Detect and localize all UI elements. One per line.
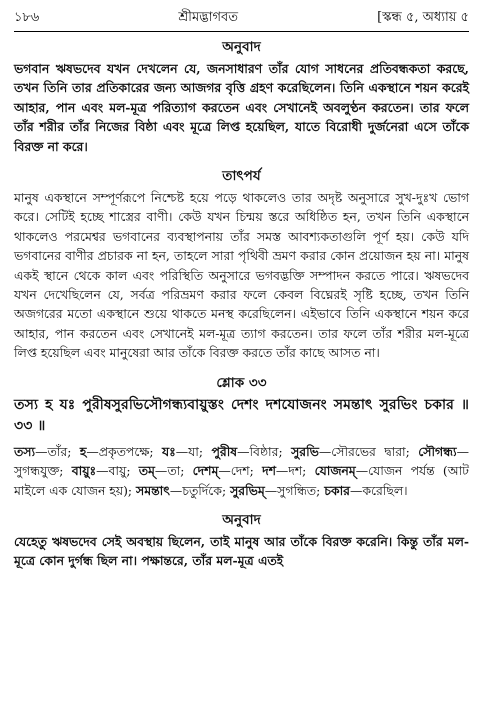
synonym-meaning: তা (167, 463, 181, 479)
purport-text: মানুষ একস্থানে সম্পূর্ণরূপে নিশ্চেষ্ট হয়ে পড়ে থাকলেও তার অদৃষ্ট অনুসারে সুখ-দুঃখ ভোগ করে। সেটিই হচ্ছে শাস্ত্রের বাণী। কেউ যখন চিন্ময় স্তরে অধিষ্ঠিত হন, তখন তিনি একস্থানে থাকলেও পরমেশ্বর ভগবানের ব্যবস্থাপনায় তাঁর সমস্ত আবশ্যকতাগুলি পূর্ণ হয়। কেউ যদি ভগবানের বাণীর প্রচারক না হন, তাহলে সারা পৃথিবী ভ্রমণ করার কোন প্রয়োজন হয় না। মানুষ একই স্থানে থেকে কাল এবং পরিস্থিতি অনুসারে ভগবদ্ভক্তি সম্পাদন করতে পারে। ঋষভদেব যখন দেখেছিলেন যে, সর্বত্র পরিভ্রমণ করার ফলে কেবল বিঘ্নেরই সৃষ্টি হচ্ছে, তখন তিনি অজগরের মতো একস্থানে শুয়ে থাকতে মনস্থ করেছিলেন। এইভাবে তিনি একস্থানে শয়ন করে আহার, পান করতেন এবং সেখানেই মল-মূত্র ত্যাগ করতেন। তার ফলে তাঁর শরীর মল-মূত্রে লিপ্ত হয়েছিল এবং মানুষেরা আর তাঁকে বিরক্ত করতে তাঁর কাছে আসত না। (14, 190, 469, 361)
synonym-meaning: বায়ু (108, 463, 127, 479)
book-title: শ্রীমদ্ভাগবত (178, 10, 239, 25)
purport-heading: তাৎপর্য (222, 168, 261, 185)
translation-text: ভগবান ঋষভদেব যখন দেখলেন যে, জনসাধারণ তাঁর যোগ সাধনের প্রতিবন্ধকতা করছে, তখন তিনি তার প্রতিকারের জন্য আজগর বৃত্তি গ্রহণ করেছিলেন। তিনি একস্থানে শয়ন করেই আহার, পান এবং মল-মূত্র পরিত্যাগ করতেন এবং সেখানেই অবলুণ্ঠন করতেন। তার ফলে তাঁর শরীর তাঁর নিজের বিষ্ঠা এবং মূত্রে লিপ্ত হয়েছিল, যাতে বিরোধী দুর্জনেরা এসে তাঁকে বিরক্ত না করে। (14, 61, 469, 154)
section-label: [স্কন্ধ ৫, অধ্যায় ৫ (377, 10, 469, 25)
synonym-meaning: সুগন্ধযুক্ত (14, 463, 60, 479)
synonym-word: যঃ (162, 443, 176, 459)
synonym-meaning: বিষ্ঠার (249, 443, 279, 459)
page-header (14, 8, 469, 28)
synonym-word: তম্ (138, 463, 155, 479)
synonym-meaning: দশ (288, 463, 303, 479)
synonym-word: সুরভিম্ (230, 482, 265, 498)
synonym-word: দশ (262, 463, 276, 479)
synonym-meaning: সৌরভের দ্বারা (331, 443, 406, 459)
synonym-meaning: যোজন পর্যন্ত (আট মাইলে এক যোজন হয়) (14, 463, 469, 498)
synonym-meaning: যা (188, 443, 199, 459)
synonym-word: যোজনম্ (314, 463, 356, 479)
synonyms-block: তস্য—তাঁর; হ—প্রকৃতপক্ষে; যঃ—যা; পুরীষ—বিষ্ঠার; সুরভি—সৌরভের দ্বারা; সৌগন্ধ্য—সুগন্ধযুক্ত; বায়ুঃ—বায়ু; তম্—তা; দেশম্—দেশ; দশ—দশ; যোজনম্—যোজন পর্যন্ত (আট মাইলে এক যোজন হয়); সমন্তাৎ—চতুর্দিকে; সুরভিম্—সুগন্ধিত; চকার—করেছিল। (14, 443, 469, 498)
synonym-word: সমন্তাৎ (136, 482, 170, 498)
synonym-word: দেশম্ (192, 463, 219, 479)
synonym-meaning: সুগন্ধিত (277, 482, 317, 498)
translation-heading: অনুবাদ (222, 39, 261, 55)
page-number: ১৮৬ (14, 10, 40, 25)
translation2-heading: অনুবাদ (222, 511, 261, 528)
synonym-word: বায়ুঃ (71, 463, 97, 479)
synonym-meaning: প্রকৃতপক্ষে (98, 443, 150, 459)
verse-heading: শ্লোক ৩৩ (216, 374, 267, 391)
synonym-meaning: চতুর্দিকে (182, 482, 222, 498)
synonym-meaning: দেশ (230, 463, 250, 479)
header-rule (14, 31, 469, 32)
synonym-meaning: তাঁর (47, 443, 68, 459)
synonym-word: সৌগন্ধ্য (418, 443, 457, 459)
synonym-meaning: করেছিল। (362, 482, 408, 498)
synonym-word: চকার (324, 482, 350, 498)
translation2-text: যেহেতু ঋষভদেব সেই অবস্থায় ছিলেন, তাই মানুষ আর তাঁকে বিরক্ত করেনি। কিন্তু তাঁর মল-মূত্রে কোন দুর্গন্ধ ছিল না। পক্ষান্তরে, তাঁর মল-মূত্র এতই (14, 533, 469, 569)
synonym-word: হ (79, 443, 87, 459)
synonym-word: তস্য (14, 443, 36, 459)
synonym-word: সুরভি (291, 443, 319, 459)
synonym-word: পুরীষ (211, 443, 238, 459)
verse-text: তস্য হ যঃ পুরীষসুরভিসৌগন্ধ্যবায়ুস্তং দেশং দশযোজনং সমন্তাৎ সুরভিং চকার ॥ ৩৩ ॥ (14, 396, 469, 434)
